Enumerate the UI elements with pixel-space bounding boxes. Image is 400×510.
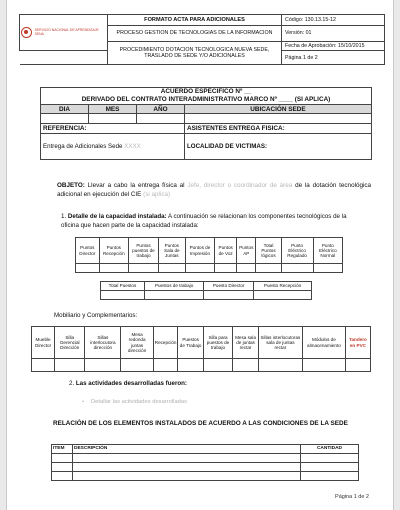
column-header: Punto Eléctrico Normal: [313, 238, 342, 264]
table-cell[interactable]: [55, 359, 85, 372]
table-cell[interactable]: [313, 264, 342, 273]
column-header: Puntos de Voz: [215, 238, 237, 264]
document-page: [6, 0, 394, 510]
table-cell[interactable]: [302, 359, 345, 372]
column-header: Mesa sala de juntas rectar: [233, 327, 259, 359]
table-cell[interactable]: [215, 264, 237, 273]
relacion-cantidad-cell[interactable]: [301, 463, 359, 472]
column-header: Puntos de Impresión: [185, 238, 215, 264]
table-cell[interactable]: [237, 264, 256, 273]
table-cell[interactable]: [185, 264, 215, 273]
acuerdo-line1: ACUERDO ESPECIFICO Nº __: [41, 88, 372, 96]
objetivo-text2: de la dotación tecnológica adicional en ejecución del CIE: [57, 182, 372, 199]
relacion-item-cell[interactable]: [52, 463, 73, 472]
relacion-item-cell[interactable]: [52, 472, 73, 481]
table-cell[interactable]: [85, 359, 121, 372]
ano-value[interactable]: [137, 114, 185, 124]
column-header: Sillas interlocutora dirección: [85, 327, 121, 359]
column-header: Total Puestos: [101, 282, 145, 291]
institution-logo: [21, 27, 106, 38]
header-page-number: Página 1 de 2: [282, 51, 385, 65]
column-header: Módulos de almacenamiento: [302, 327, 345, 359]
column-header: Silla Gerencial Dirección: [55, 327, 85, 359]
column-header: Puntos puestos de trabajo: [128, 238, 158, 264]
column-header: Recepción: [153, 327, 178, 359]
col-ubicacion: UBICACIÓN SEDE: [185, 105, 372, 114]
column-header: Puntos Recepción: [99, 238, 128, 264]
section-1-number: 1.: [61, 213, 67, 220]
relacion-cantidad-cell[interactable]: [301, 454, 359, 463]
referencia-label: REFERENCIA:: [41, 124, 185, 134]
acuerdo-line2: DERIVADO DEL CONTRATO INTERADMINISTRATIVO MARCO Nº ____ (SI APLICA): [41, 96, 372, 105]
asistentes-label: ASISTENTES ENTREGA FISICA:: [185, 124, 372, 134]
objetivo-label: OBJETO:: [57, 182, 85, 189]
dia-value[interactable]: [41, 114, 89, 124]
acuerdo-table: [40, 87, 372, 160]
section-1-text: A continuación se relacionan los componentes tecnológicos de la oficina que hacen parte de la capacidad instalada:: [61, 213, 347, 229]
relacion-col-descripcion: DESCRIPCIÓN: [73, 445, 301, 454]
table-cell[interactable]: [101, 291, 145, 300]
mes-value[interactable]: [89, 114, 137, 124]
column-header: Punto Eléctrico Regulado: [281, 238, 313, 264]
column-header: Puestos de trabajo: [144, 282, 203, 291]
relacion-table: [51, 444, 359, 481]
column-header: Total Puntos lógicos: [256, 238, 281, 264]
table-cell[interactable]: [203, 359, 233, 372]
table-cell[interactable]: [178, 359, 203, 372]
table-cell[interactable]: [159, 264, 186, 273]
table-cell[interactable]: [121, 359, 153, 372]
document-version: Versión: 01: [282, 26, 385, 42]
section-2-number: 2.: [69, 380, 75, 387]
ubicacion-value[interactable]: [185, 114, 372, 124]
document-code: Código: 130.13.15-12: [282, 15, 385, 26]
objetivo-paragraph: [57, 181, 371, 199]
table-cell[interactable]: [32, 359, 55, 372]
logo-cell: [20, 15, 108, 51]
objetivo-placeholder2[interactable]: (si aplica): [143, 191, 171, 199]
document-header: [19, 14, 385, 65]
section-1-title: Detalle de la capacidad instalada:: [67, 213, 167, 220]
column-header: Puntos Sala de Juntas: [159, 238, 186, 264]
table-cell[interactable]: [204, 291, 254, 300]
column-header: Mueble Director: [32, 327, 55, 359]
entrega-cell: [41, 134, 185, 160]
entrega-label: Entrega de Adicionales Sede: [43, 143, 123, 150]
relacion-col-cantidad: CANTIDAD: [301, 445, 359, 454]
table-cell[interactable]: [144, 291, 203, 300]
relacion-descripcion-cell[interactable]: [73, 454, 301, 463]
column-header: Silla para puestos de trabajo: [203, 327, 233, 359]
table-cell[interactable]: [99, 264, 128, 273]
table-cell[interactable]: [128, 264, 158, 273]
column-header: Puesto Recepción: [254, 282, 312, 291]
section-2: [69, 380, 187, 389]
objetivo-placeholder1[interactable]: Jefe, director o coordinador de área: [187, 182, 293, 189]
section-2-title: Las actividades desarrolladas fueron:: [75, 380, 187, 387]
col-ano: AÑO: [137, 105, 185, 114]
process-name: PROCESO GESTION DE TECNOLOGIAS DE LA INFORMACION: [108, 26, 282, 42]
entrega-placeholder[interactable]: XXXX: [124, 143, 141, 150]
table-cell[interactable]: [345, 359, 370, 372]
table-cell[interactable]: [153, 359, 178, 372]
column-header: Puntos Director: [76, 238, 100, 264]
capacity-table: [75, 237, 343, 273]
mobiliario-table: [31, 326, 371, 372]
table-cell[interactable]: [233, 359, 259, 372]
document-title: FORMATO ACTA PARA ADICIONALES: [108, 15, 282, 26]
totals-table: [100, 281, 312, 300]
relacion-item-cell[interactable]: [52, 454, 73, 463]
mobiliario-title: Mobiliario y Complementarios:: [54, 312, 138, 319]
relacion-descripcion-cell[interactable]: [73, 472, 301, 481]
table-cell[interactable]: [254, 291, 312, 300]
logo-seal-icon: [21, 27, 32, 38]
col-dia: DIA: [41, 105, 89, 114]
table-cell[interactable]: [76, 264, 100, 273]
relacion-descripcion-cell[interactable]: [73, 463, 301, 472]
column-header: Mesa redonda juntas dirección: [121, 327, 153, 359]
table-cell[interactable]: [258, 359, 302, 372]
col-mes: MES: [89, 105, 137, 114]
relacion-cantidad-cell[interactable]: [301, 472, 359, 481]
column-header: Sillas interlocutoras sala de juntas rectar: [258, 327, 302, 359]
relacion-title: RELACIÓN DE LOS ELEMENTOS INSTALADOS DE ACUERDO A LAS CONDICIONES DE LA SEDE: [53, 420, 348, 427]
procedure-name: PROCEDIMIENTO DOTACION TECNOLOGICA NUEVA SEDE, TRASLADO DE SEDE Y/O ADICIONALES: [108, 42, 282, 65]
column-header: Puntos AP: [237, 238, 256, 264]
table-cell[interactable]: [256, 264, 281, 273]
victimas-label: LOCALIDAD DE VICTIMAS:: [185, 134, 372, 160]
column-header: Puesto Director: [204, 282, 254, 291]
footer-page-number: Página 1 de 2: [335, 494, 369, 500]
logo-text: SERVICIO NACIONAL DE APRENDIZAJE SENA: [34, 27, 99, 36]
relacion-col-item: ITEM: [52, 445, 73, 454]
column-header: Puestos de Trabajo: [178, 327, 203, 359]
column-header: Tandero en PVC: [345, 327, 370, 359]
section-1: [61, 213, 361, 231]
actividades-placeholder[interactable]: • Detallar las actividades desarrolladas: [91, 399, 187, 405]
objetivo-text1: Llevar a cabo la entrega física al: [87, 182, 185, 189]
table-cell[interactable]: [281, 264, 313, 273]
approval-date: Fecha de Aprobación: 15/10/2015: [282, 42, 385, 51]
